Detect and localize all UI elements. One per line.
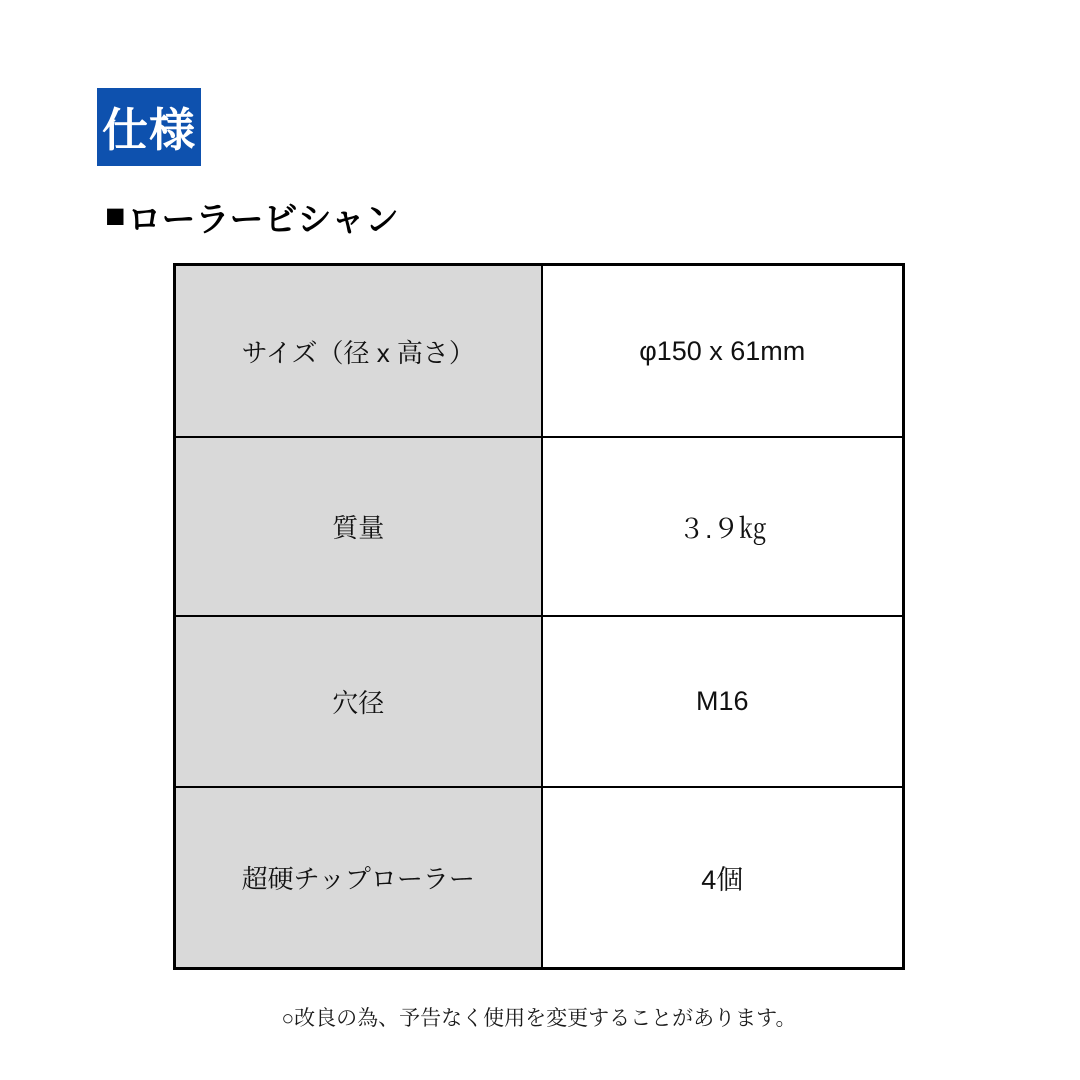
spec-badge-label: 仕様 xyxy=(102,104,196,156)
spec-badge xyxy=(97,88,201,166)
spec-label-mass: 質量 xyxy=(175,437,542,616)
section-title xyxy=(105,192,399,241)
spec-value-hole-diameter: M16 xyxy=(542,616,904,787)
spec-label-size: サイズ（径 x 高さ） xyxy=(175,265,542,438)
spec-label-carbide-tip-roller: 超硬チップローラー xyxy=(175,787,542,968)
footnote: ○改良の為、予告なく使用を変更することがあります。 xyxy=(281,1007,797,1030)
table-row xyxy=(175,787,904,968)
spec-label-hole-diameter: 穴径 xyxy=(175,616,542,787)
table-row xyxy=(175,437,904,616)
spec-table xyxy=(173,263,905,970)
spec-value-size: φ150 x 61mm xyxy=(542,265,904,438)
spec-value-carbide-tip-roller: 4個 xyxy=(542,787,904,968)
section-title-text: ローラービシャン xyxy=(127,201,399,239)
table-row xyxy=(175,265,904,438)
square-bullet-icon: ■ xyxy=(105,197,126,235)
spec-value-mass: ３.９㎏ xyxy=(542,437,904,616)
table-row xyxy=(175,616,904,787)
